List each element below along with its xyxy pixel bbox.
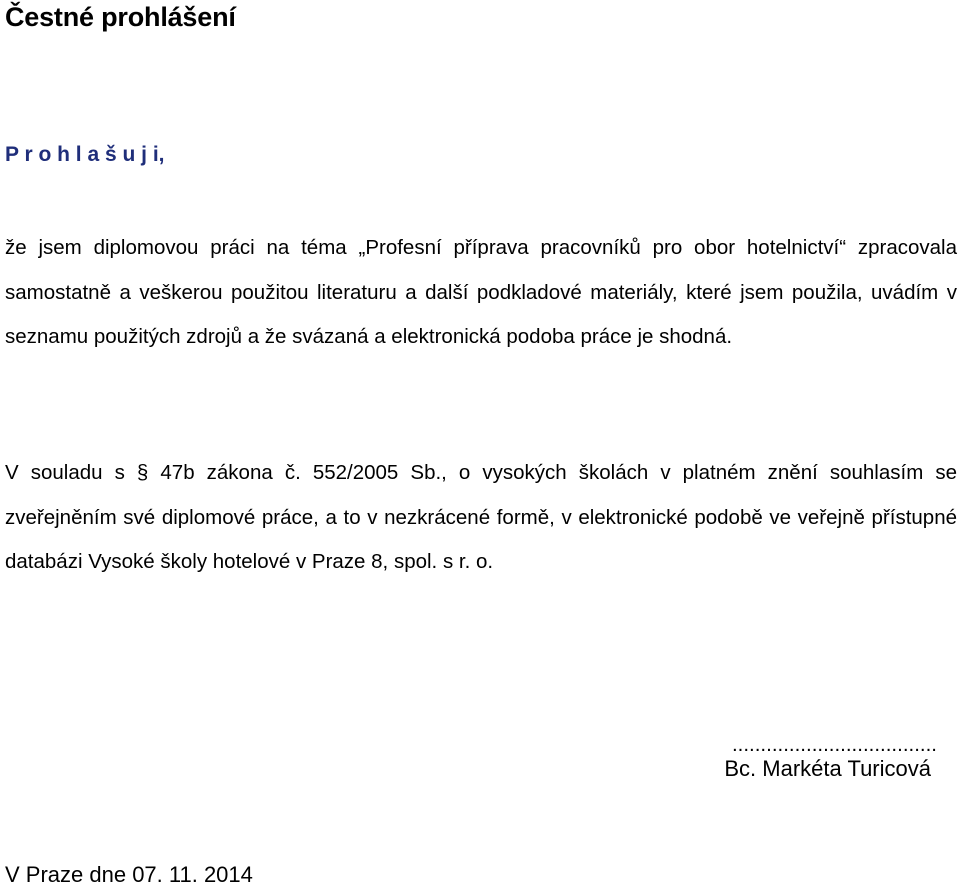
signature-line: ....................................: [731, 733, 937, 756]
signer-name: Bc. Markéta Turicová: [724, 756, 931, 781]
declaration-heading: P r o h l a š u j i,: [5, 143, 165, 166]
declaration-paragraph: že jsem diplomovou práci na téma „Profesní příprava pracovníků pro obor hotelnictví“ zpracovala samostatně a veškerou použitou literaturu a další podkladové materiály, které jsem použila, uvádím v seznamu použitých zdrojů a že svázaná a elektronická podoba práce je shodná.: [5, 236, 957, 349]
place-and-date: V Praze dne 07. 11. 2014: [5, 862, 253, 887]
consent-paragraph: V souladu s § 47b zákona č. 552/2005 Sb., o vysokých školách v platném znění souhlasím se zveřejněním své diplomové práce, a to v nezkrácené formě, v elektronické podobě ve veřejně přístupné databázi Vysoké školy hotelové v Praze 8, spol. s r. o.: [5, 461, 957, 574]
page-title: Čestné prohlášení: [5, 2, 236, 32]
